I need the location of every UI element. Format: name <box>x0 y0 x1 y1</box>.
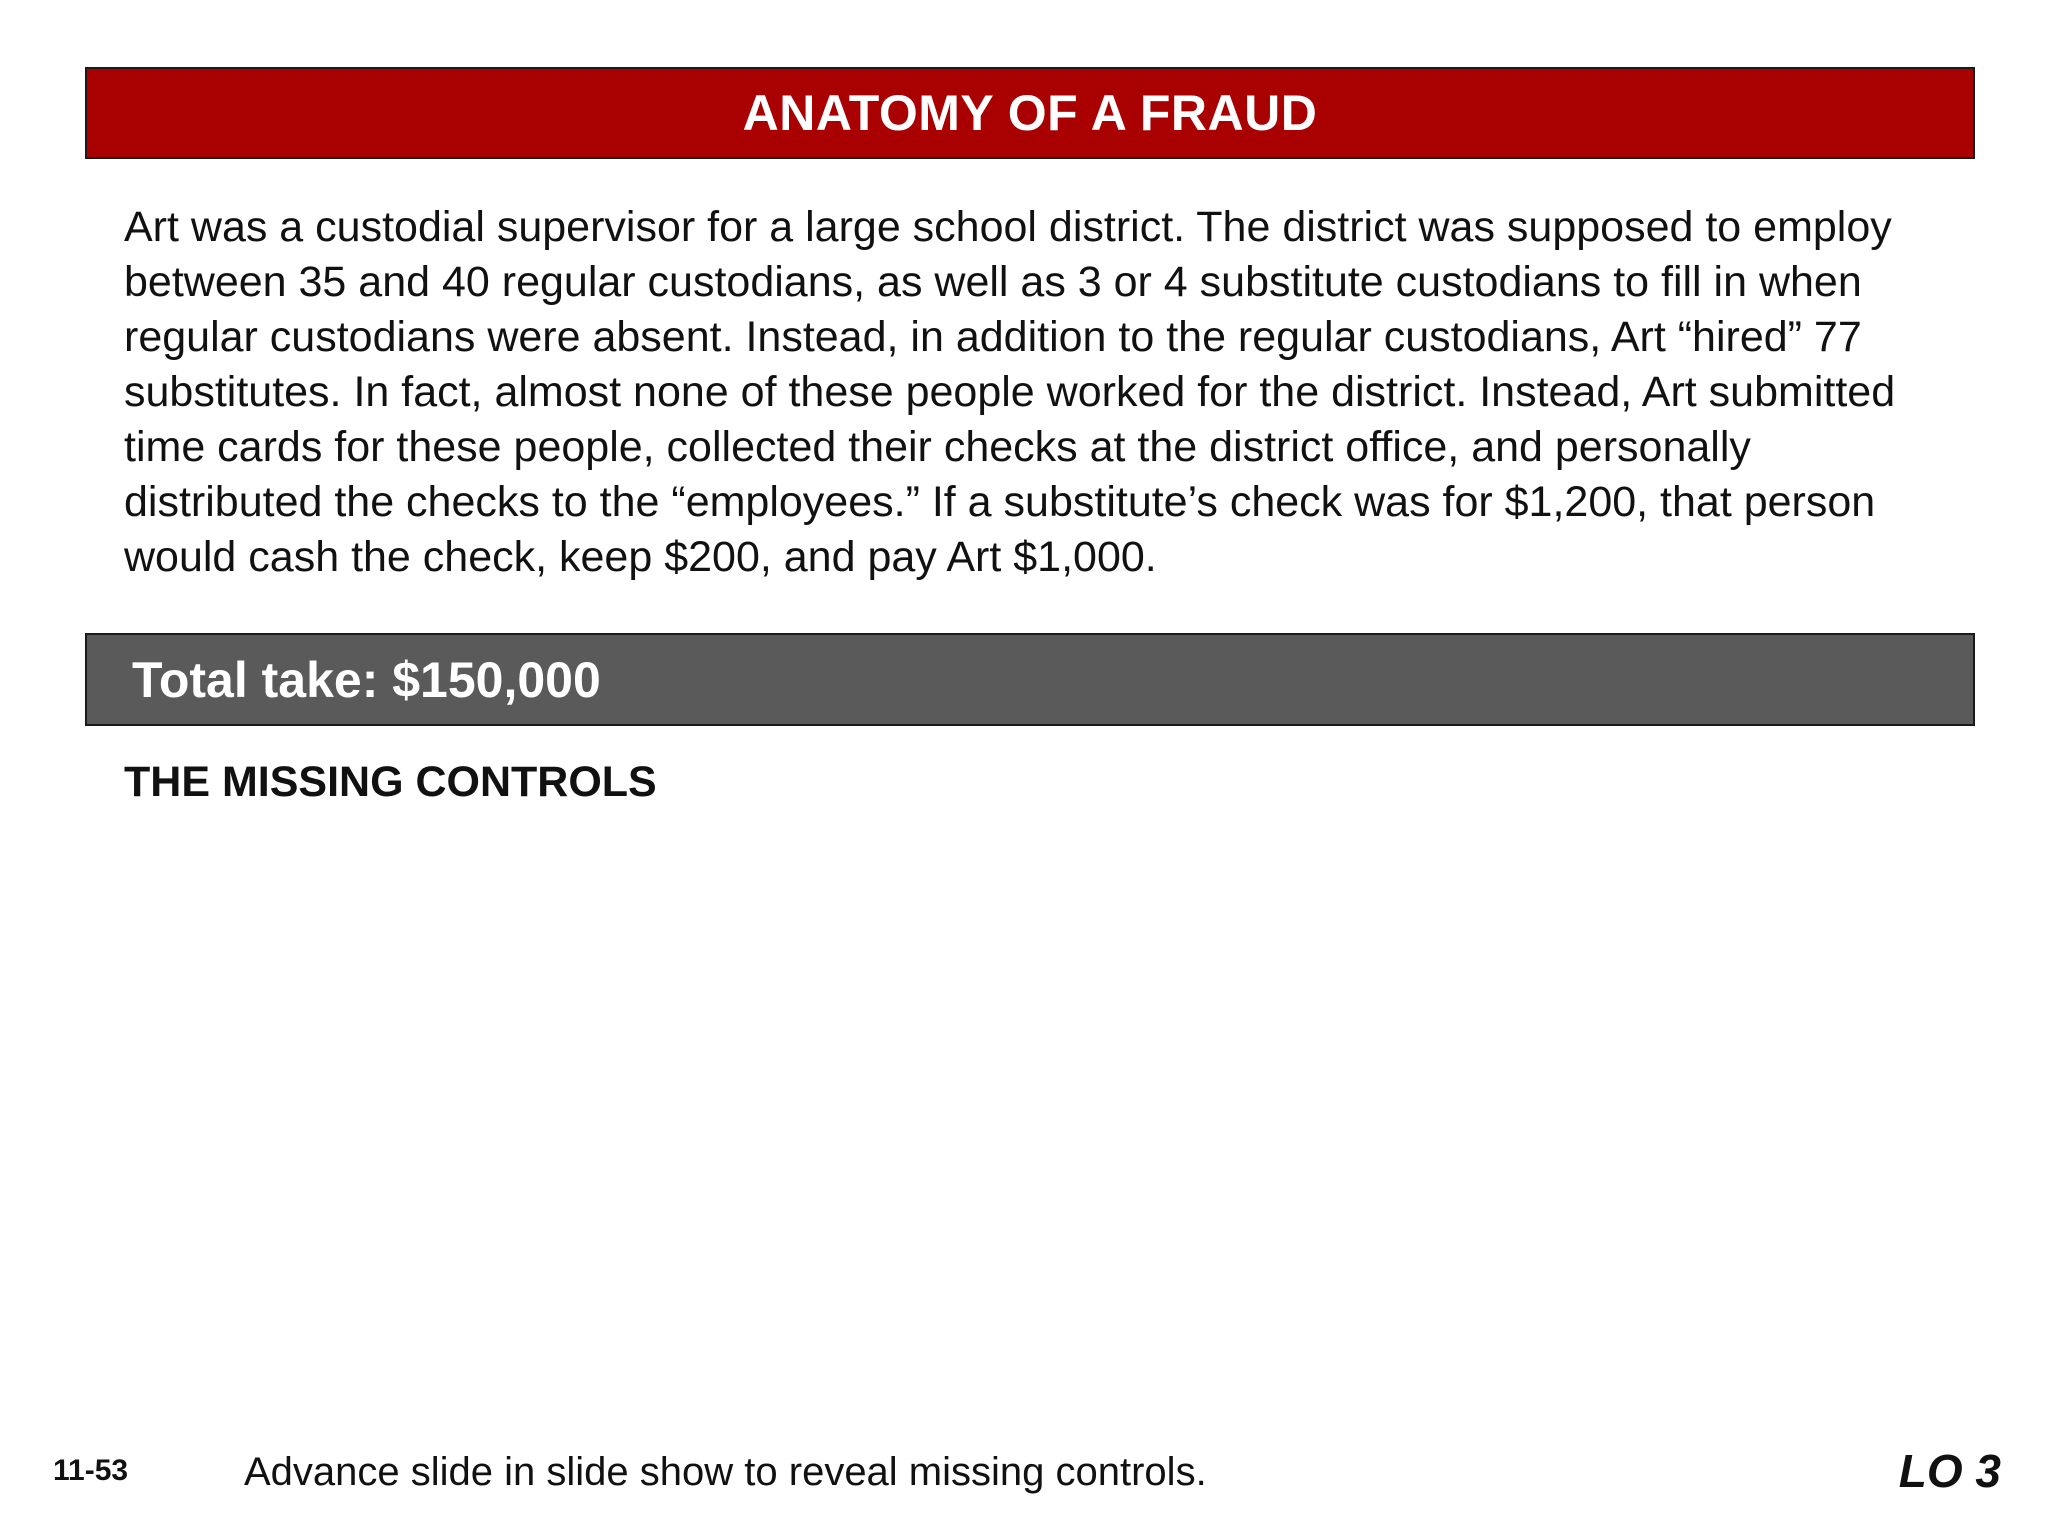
slide-number: 11-53 <box>53 1454 129 1487</box>
fraud-description: Art was a custodial supervisor for a large school district. The district was supposed to employ between 35 and 40 regular custodians, as well as 3 or 4 substitute custodians to fill in when regular custodians were absent. Instead, in addition to the regular custodians, Art “hired” 77 substitutes. In fact, almost none of these people worked for the district. Instead, Art submitted time cards for these people, collected their checks at the district office, and personally distributed the checks to the “employees.” If a substitute’s check was for $1,200, that person would cash the check, keep $200, and pay Art $1,000. <box>124 203 1896 581</box>
missing-controls-heading: THE MISSING CONTROLS <box>124 758 657 806</box>
total-take-label: Total take: $150,000 <box>132 651 601 708</box>
footer-instruction: Advance slide in slide show to reveal missing controls. <box>244 1450 1207 1494</box>
learning-objective-label: LO 3 <box>1898 1445 2001 1497</box>
title-banner <box>85 67 1975 159</box>
slide-title: ANATOMY OF A FRAUD <box>742 85 1318 141</box>
total-take-banner <box>85 633 1975 726</box>
